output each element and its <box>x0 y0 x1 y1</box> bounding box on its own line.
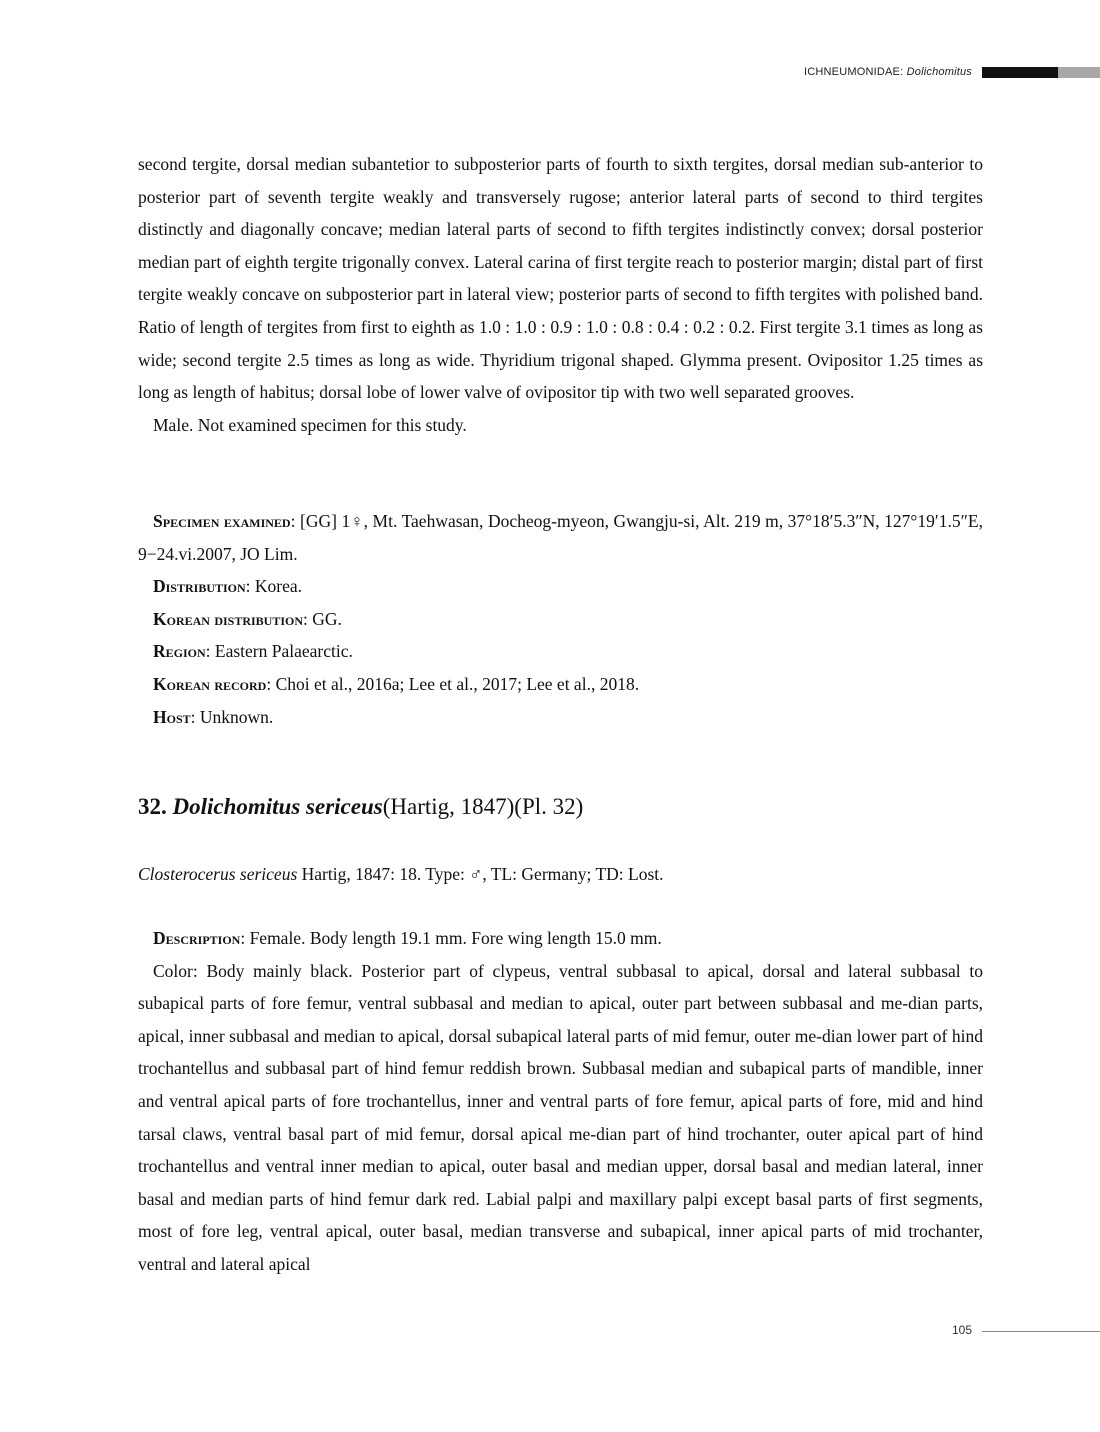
synonym-line <box>138 858 983 891</box>
species-name: Dolichomitus sericeus <box>172 794 383 819</box>
description-block <box>138 922 983 1281</box>
korean-distribution-label: Korean distribution <box>153 608 304 629</box>
continuation-block <box>138 148 983 441</box>
running-header <box>804 65 1100 79</box>
host-text: : Unknown. <box>190 706 274 727</box>
distribution-text: : Korea. <box>245 576 303 597</box>
korean-distribution <box>138 603 983 636</box>
distribution-label: Distribution <box>153 576 246 597</box>
specimen-text: : [GG] 1♀, Mt. Taehwasan, Docheog-myeon, Gwangju-si, Alt. 219 m, 37°18′5.3″N, 127°19′1.5″E, 9−24.vi.2007, JO Lim. <box>138 511 983 564</box>
korean-record <box>138 668 983 701</box>
description-text: : Female. Body length 19.1 mm. Fore wing length 15.0 mm. <box>240 928 662 948</box>
header-genus: Dolichomitus <box>906 66 972 78</box>
korean-record-text: : Choi et al., 2016a; Lee et al., 2017; Lee et al., 2018. <box>266 673 640 694</box>
records-block <box>138 505 983 733</box>
host-label: Host <box>153 706 191 727</box>
korean-distribution-text: : GG. <box>303 608 342 629</box>
species-authority: (Hartig, 1847) <box>382 794 515 819</box>
region-label: Region <box>153 641 206 662</box>
korean-record-label: Korean record <box>153 673 267 694</box>
specimen-examined <box>138 505 983 570</box>
synonym-text: Hartig, 1847: 18. Type: ♂, TL: Germany; TD: Lost. <box>297 864 664 884</box>
region-text: : Eastern Palaearctic. <box>205 641 353 662</box>
synonym-block <box>138 858 983 891</box>
running-header-text <box>804 66 972 78</box>
species-heading <box>138 794 583 820</box>
continuation-paragraph: second tergite, dorsal median subantetior to subposterior parts of fourth to sixth tergites, dorsal median sub-anterior to posterior part of seventh tergite weakly and transversely rugose; anterior lateral parts of second to third tergites distinctly and diagonally concave; median lateral parts of second to fifth tergites indistinctly convex; dorsal posterior median part of eighth tergite trigonally convex. Lateral carina of first tergite reach to posterior margin; distal part of first tergite weakly concave on subposterior part in lateral view; posterior parts of second to fifth tergites with polished band. Ratio of length of tergites from first to eighth as 1.0 : 1.0 : 0.9 : 1.0 : 0.8 : 0.4 : 0.2 : 0.2. First tergite 3.1 times as long as wide; second tergite 2.5 times as long as wide. Thyridium trigonal shaped. Glymma present. Ovipositor 1.25 times as long as length of habitus; dorsal lobe of lower valve of ovipositor tip with two well separated grooves. <box>138 154 983 403</box>
header-bar-dark <box>982 67 1058 78</box>
header-bar-light <box>1058 67 1100 78</box>
specimen-label: Specimen examined <box>153 511 291 531</box>
page-number: 105 <box>951 1323 972 1337</box>
description-label: Description <box>153 928 241 948</box>
color-paragraph: Color: Body mainly black. Posterior part of clypeus, ventral subbasal to apical, dorsal and lateral subbasal to subapical parts of fore femur, ventral subbasal and median to apical, outer part between subbasal and me-dian parts, apical, inner subbasal and median to apical, dorsal subapical lateral parts of mid femur, outer me-dian lower part of hind trochantellus and subbasal part of hind femur reddish brown. Subbasal median and subapical parts of mandible, inner and ventral apical parts of fore trochantellus, inner and ventral parts of fore femur, apical parts of fore, mid and hind tarsal claws, ventral basal part of mid femur, dorsal apical me-dian part of hind trochanter, outer apical part of hind trochantellus and ventral inner median to apical, outer basal and median upper, dorsal basal and median lateral, inner basal and median parts of hind femur dark red. Labial palpi and maxillary palpi except basal parts of first segments, most of fore leg, ventral apical, outer basal, median transverse and subapical, inner apical parts of mid trochanter, ventral and lateral apical <box>138 960 983 1274</box>
species-number: 32. <box>138 794 167 819</box>
header-family: ICHNEUMONIDAE: <box>803 66 904 78</box>
male-paragraph: Male. Not examined specimen for this study. <box>153 414 467 435</box>
species-plate: (Pl. 32) <box>514 794 584 819</box>
footer-rule <box>982 1331 1100 1332</box>
region <box>138 635 983 668</box>
host <box>138 701 983 734</box>
distribution <box>138 570 983 603</box>
synonym-name: Closterocerus sericeus <box>138 864 298 884</box>
description-intro <box>138 922 983 955</box>
